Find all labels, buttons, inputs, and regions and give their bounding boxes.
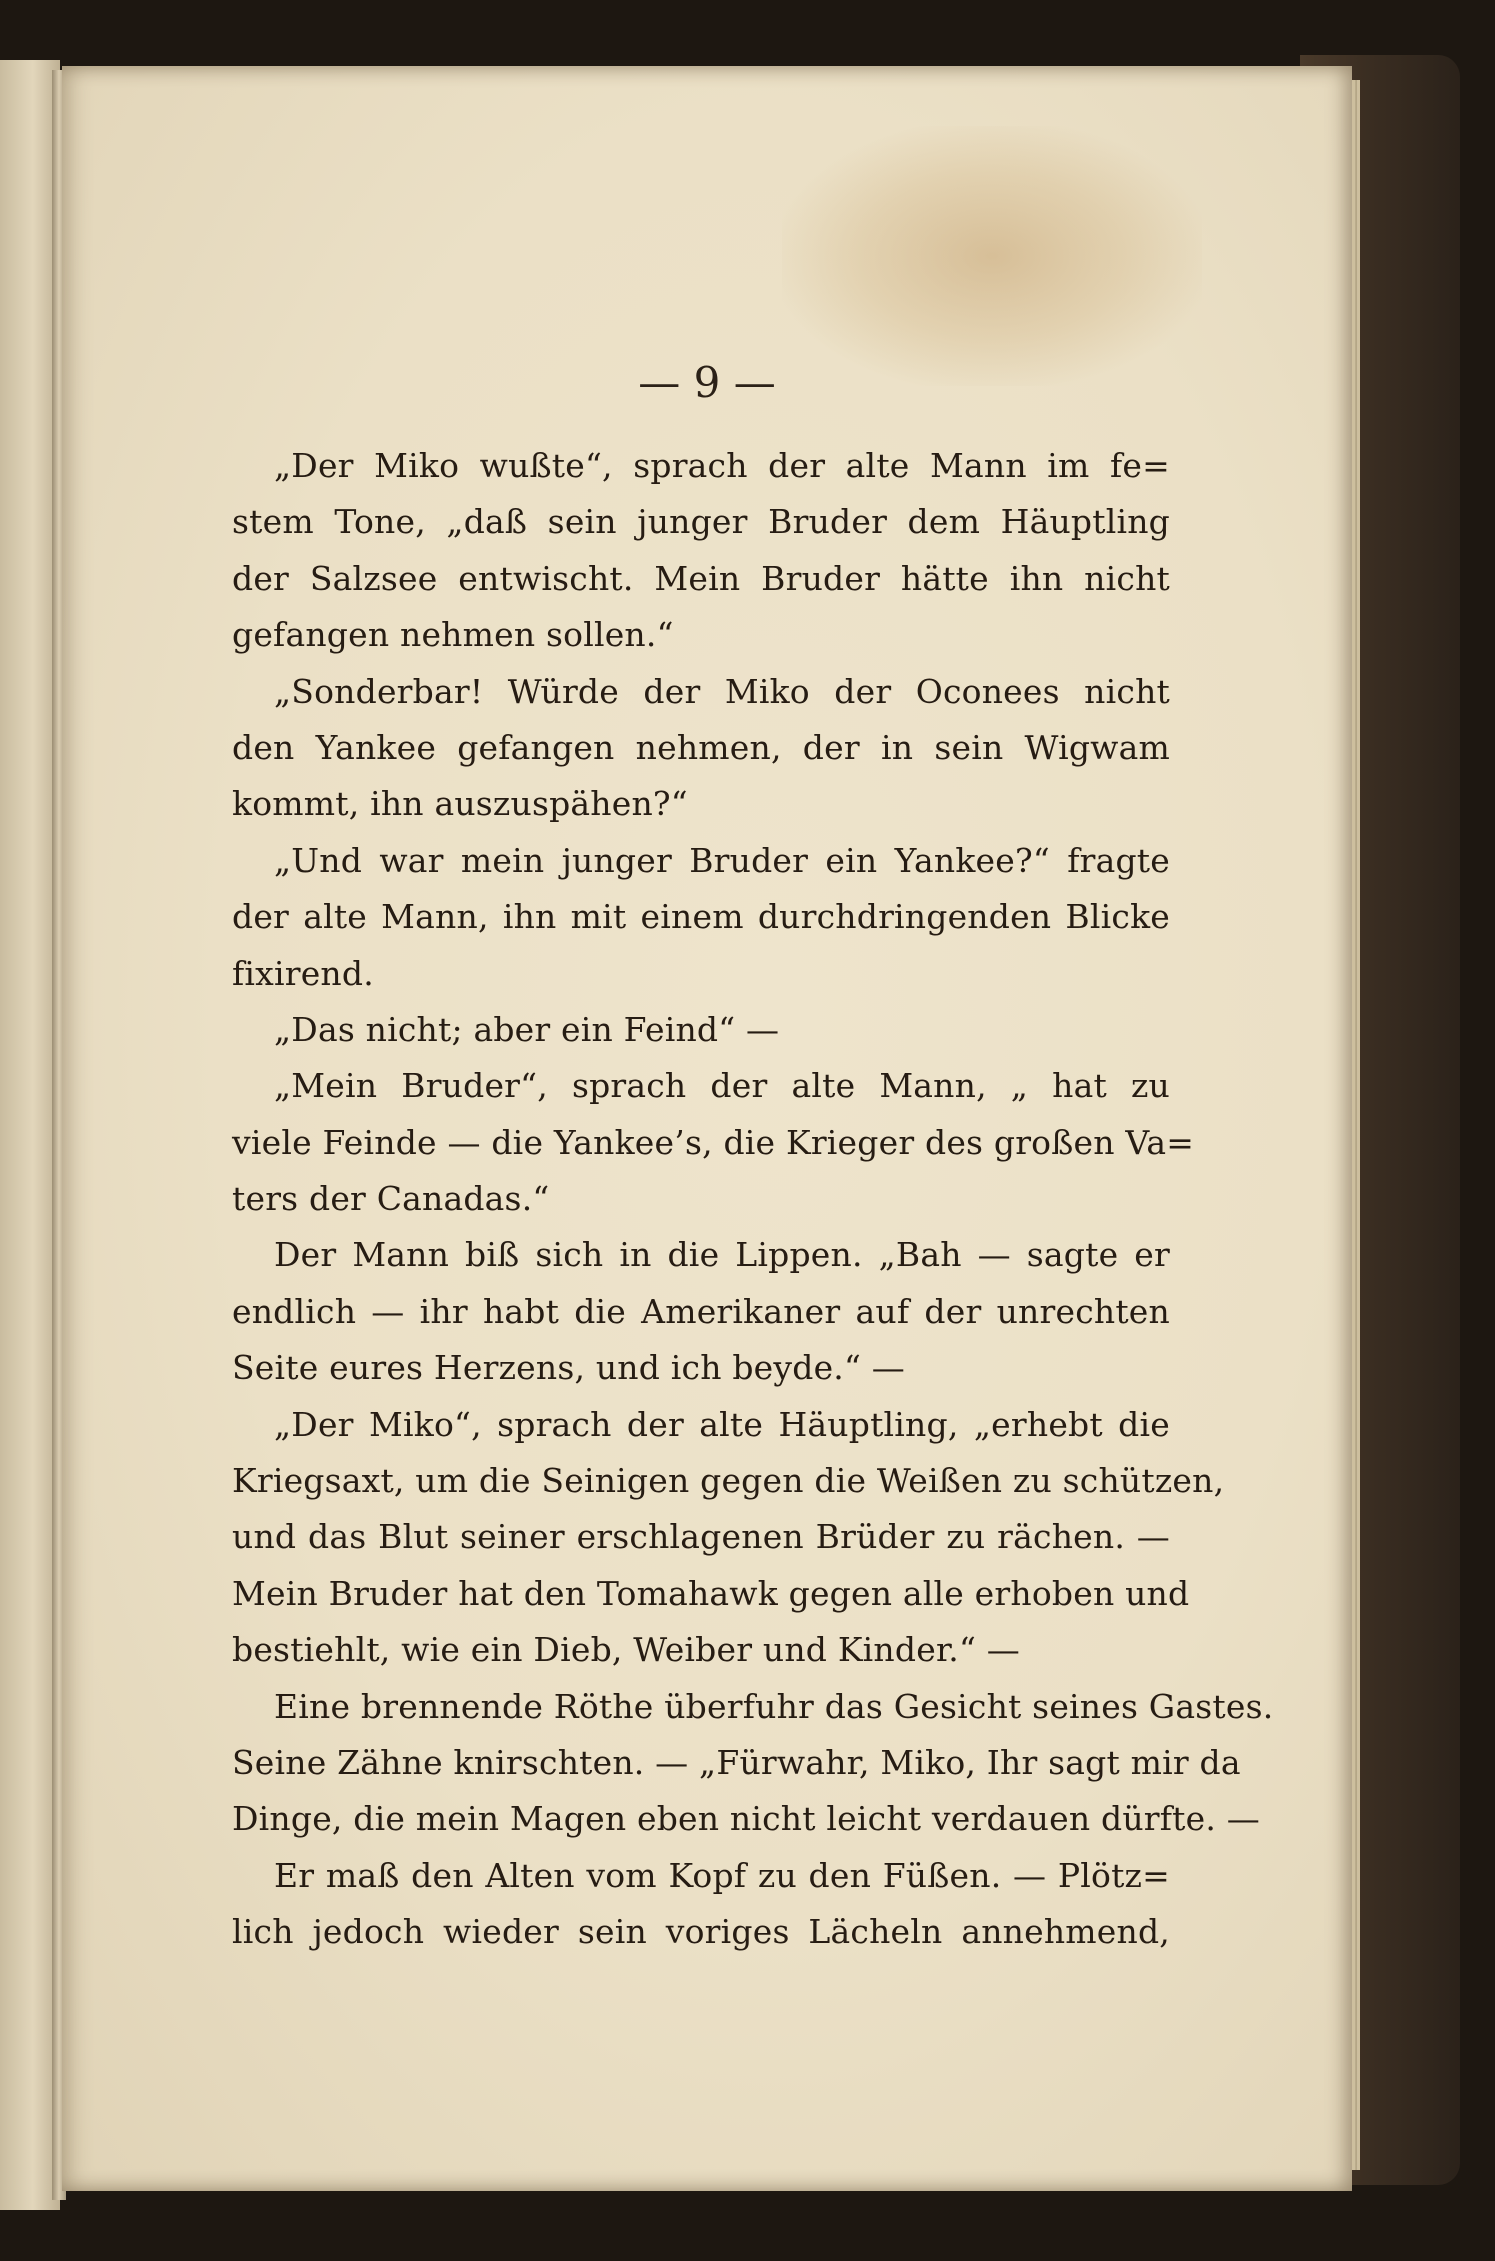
text-line: endlich — ihr habt die Amerikaner auf der unrechten: [232, 1291, 1170, 1331]
text-line: Dinge, die mein Magen eben nicht leicht verdauen dürfte. —: [232, 1799, 1260, 1839]
text-line: den Yankee gefangen nehmen, der in sein Wigwam: [232, 727, 1170, 767]
text-line: Seine Zähne knirschten. — „Fürwahr, Miko, Ihr sagt mir da: [232, 1742, 1241, 1782]
text-line: Seite eures Herzens, und ich beyde.“ —: [232, 1348, 905, 1388]
text-line: lich jedoch wieder sein voriges Lächeln annehmend,: [232, 1912, 1170, 1952]
text-line: kommt, ihn auszuspähen?“: [232, 784, 688, 824]
text-line: stem Tone, „daß sein junger Bruder dem Häuptling: [232, 502, 1170, 542]
text-line: bestiehlt, wie ein Dieb, Weiber und Kinder.“ —: [232, 1630, 1020, 1670]
left-page-margin: [0, 60, 60, 2210]
text-line: Mein Bruder hat den Tomahawk gegen alle erhoben und: [232, 1573, 1190, 1613]
text-line: „Der Miko wußte“, sprach der alte Mann im fe=: [274, 446, 1170, 485]
text-line: „Das nicht; aber ein Feind“ —: [274, 1009, 780, 1049]
text-line: Der Mann biß sich in die Lippen. „Bah — sagte er: [274, 1235, 1170, 1275]
text-line: „Sonderbar! Würde der Miko der Oconees nicht: [274, 671, 1170, 711]
page-number: — 9 —: [638, 358, 776, 407]
text-line: gefangen nehmen sollen.“: [232, 615, 674, 655]
text-line: der alte Mann, ihn mit einem durchdringenden Blicke: [232, 897, 1170, 937]
text-line: „Der Miko“, sprach der alte Häuptling, „erhebt die: [274, 1404, 1170, 1444]
book-page: [62, 66, 1352, 2191]
text-line: und das Blut seiner erschlagenen Brüder zu rächen. —: [232, 1517, 1170, 1557]
page-text: [232, 438, 1274, 1961]
text-line: viele Feinde — die Yankee’s, die Krieger des großen Va=: [232, 1122, 1195, 1162]
text-line: „Und war mein junger Bruder ein Yankee?“ fragte: [274, 840, 1170, 880]
text-line: „Mein Bruder“, sprach der alte Mann, „ hat zu: [274, 1066, 1170, 1106]
text-line: fixirend.: [232, 953, 374, 993]
text-line: Eine brennende Röthe überfuhr das Gesicht seines Gastes.: [274, 1686, 1274, 1726]
text-line: der Salzsee entwischt. Mein Bruder hätte ihn nicht: [232, 558, 1170, 598]
text-line: Er maß den Alten vom Kopf zu den Füßen. — Plötz=: [274, 1855, 1170, 1895]
text-line: Kriegsaxt, um die Seinigen gegen die Weißen zu schützen,: [232, 1461, 1225, 1501]
water-stain: [782, 126, 1202, 386]
text-line: ters der Canadas.“: [232, 1179, 550, 1219]
